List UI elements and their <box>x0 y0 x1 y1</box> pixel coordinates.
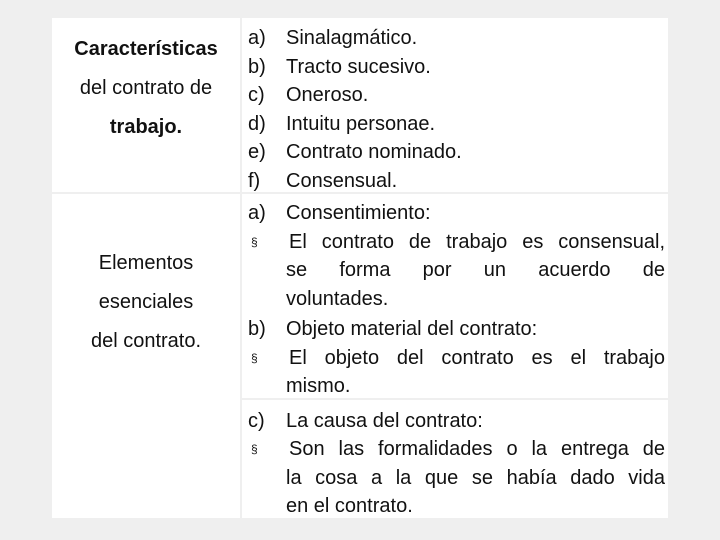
characteristics-heading-line: trabajo. <box>109 116 183 138</box>
element-bullet-line <box>248 228 665 257</box>
element-bullet-line <box>248 344 665 373</box>
characteristics-heading-line: del contrato de <box>79 77 213 99</box>
list-marker: d) <box>248 112 266 135</box>
elements-heading-line: del contrato. <box>90 330 202 352</box>
list-marker: a) <box>248 27 266 49</box>
bullet-icon: § <box>251 234 258 249</box>
list-marker: c) <box>248 84 265 106</box>
element-line: la cosa a la que se había dado vida <box>286 466 665 489</box>
element-title: La causa del contrato: <box>286 409 483 432</box>
element-line: mismo. <box>286 375 351 397</box>
list-text: Contrato nominado. <box>286 141 462 163</box>
element-line: Son las formalidades o la entrega de <box>289 438 665 460</box>
list-text: Sinalagmático. <box>286 27 418 49</box>
element-line: voluntades. <box>286 287 389 310</box>
list-item <box>248 24 462 53</box>
elements-heading <box>52 244 240 361</box>
element-line: en el contrato. <box>286 495 413 517</box>
element-heading <box>248 407 665 436</box>
list-marker: a) <box>248 202 266 224</box>
element-title: Objeto material del contrato: <box>286 318 538 340</box>
element-bullet-line <box>248 435 665 464</box>
list-text: Oneroso. <box>286 84 369 106</box>
element-bullet-line <box>248 372 665 401</box>
list-item <box>248 167 462 196</box>
indent <box>248 285 286 314</box>
list-item <box>248 138 462 167</box>
element-bullet-line <box>248 492 665 521</box>
indent <box>248 464 286 493</box>
element-heading <box>248 199 665 228</box>
element-line: El contrato de trabajo es consensual, <box>289 230 665 253</box>
bullet-icon: § <box>251 442 258 456</box>
list-item <box>248 81 462 110</box>
list-marker: b) <box>248 318 266 340</box>
bullet-icon: § <box>251 350 258 365</box>
element-bullet-line <box>248 285 665 314</box>
list-marker: f) <box>248 169 261 192</box>
characteristics-list <box>248 24 462 195</box>
list-text: Intuitu personae. <box>286 112 435 135</box>
list-marker: c) <box>248 409 265 432</box>
element-bullet-line <box>248 256 665 285</box>
list-marker: b) <box>248 55 266 78</box>
element-line: se forma por un acuerdo de <box>286 259 665 281</box>
list-item <box>248 53 462 82</box>
element-title: Consentimiento: <box>286 202 431 224</box>
indent <box>248 492 286 521</box>
elements-list <box>248 199 665 521</box>
characteristics-heading <box>52 30 240 147</box>
indent <box>248 372 286 401</box>
list-item <box>248 110 462 139</box>
elements-heading-line: Elementos <box>98 252 194 274</box>
characteristics-heading-line: Características <box>74 38 218 60</box>
element-heading <box>248 315 665 344</box>
element-bullet-line <box>248 464 665 493</box>
list-text: Tracto sucesivo. <box>286 55 431 78</box>
list-marker: e) <box>248 141 266 163</box>
elements-heading-line: esenciales <box>98 291 194 313</box>
list-text: Consensual. <box>286 169 398 192</box>
element-line: El objeto del contrato es el trabajo <box>289 346 665 369</box>
indent <box>248 256 286 285</box>
